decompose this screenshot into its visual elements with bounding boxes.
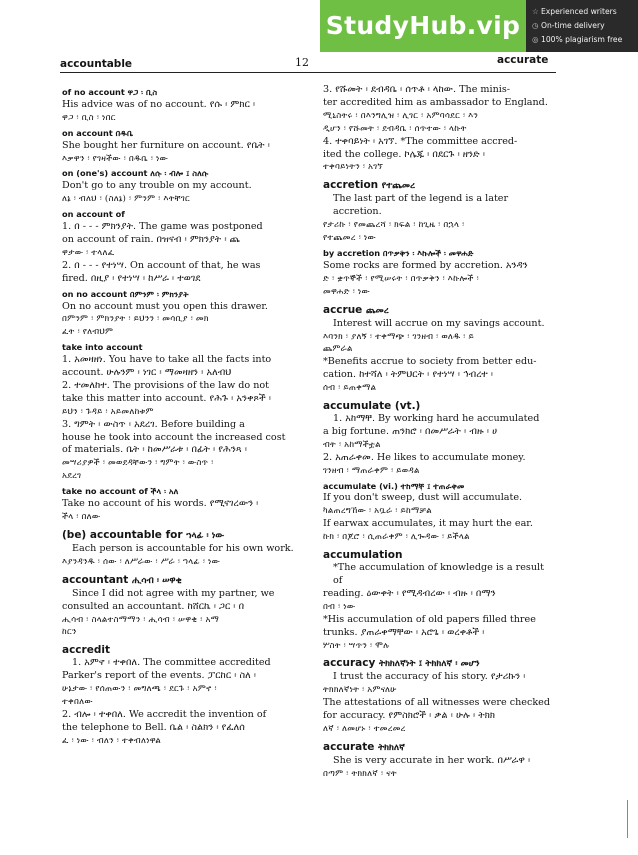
sub-entry: on account በዱቤ bbox=[62, 127, 134, 138]
headword-text: accurate bbox=[323, 740, 375, 753]
example-line: 1. አከማቸ. By working hard he accumulated bbox=[333, 413, 540, 425]
header-rule bbox=[60, 72, 556, 73]
headword-gloss: ሒሳብ ፡ ሠዋቂ bbox=[131, 575, 182, 586]
amharic-line: ዋጋ ፡ ቢስ ፡ ነበር bbox=[62, 112, 116, 123]
sub-entry: accumulate (vi.) ተከማቸ ፤ ተጠራቀመ bbox=[323, 480, 465, 491]
example-line: ter accredited him as ambassador to England. bbox=[323, 96, 548, 108]
amharic-line: ሚኒስትሩ ፡ በእንግሊዝ ፡ ሊገር ፡ አምባሳደር ፡ እን bbox=[323, 110, 479, 121]
feature-text: 100% plagiarism free bbox=[541, 35, 623, 44]
amharic-line: አደረገ bbox=[62, 471, 82, 482]
example-line: a big fortune. ጠንክሮ ፡ በመሥራት ፡ ብዙ ፡ ሀ bbox=[323, 425, 498, 437]
example-line: 4. ተቀባይነት ፡ አገኘ. *The committee accred- bbox=[323, 135, 518, 147]
headword-text: accredit bbox=[62, 644, 110, 657]
right-column bbox=[323, 84, 555, 781]
example-line: If earwax accumulates, it may hurt the ear. bbox=[323, 518, 533, 530]
amharic-line: ለኔ ፡ ብለህ ፡ (ስለኔ) ፡ ምንም ፡ እትቸገር bbox=[62, 194, 190, 205]
example-line: account. ሁሉንም ፡ ነገር ፡ ማመዛዘን ፡ አለብህ bbox=[62, 367, 232, 379]
headword-text: accumulation bbox=[323, 549, 403, 562]
header-guide-word-right: accurate bbox=[497, 54, 549, 66]
amharic-line: እያንዳንዱ ፡ ሰው ፡ ለሥራው ፡ ሥራ ፡ ኀላፊ ፡ ነው bbox=[62, 556, 221, 567]
example-line: Interest will accrue on my savings account. bbox=[333, 317, 545, 329]
headword-text: accuracy bbox=[323, 657, 376, 670]
star-icon: ☆ bbox=[532, 7, 539, 16]
amharic-line: ችላ ፡ በለው bbox=[62, 512, 101, 522]
amharic-line: ድ ፡ ቋጥኞች ፡ የሚሠሩት ፡ በጥቃቅን ፡ እኩሎች ፡ bbox=[323, 273, 479, 284]
entry-headword bbox=[323, 740, 555, 755]
example-line: *Benefits accrue to society from better edu- bbox=[323, 356, 537, 368]
example-line: His advice was of no account. የሱ ፡ ምክር ፡ bbox=[62, 98, 256, 110]
sub-entry: on account of bbox=[62, 209, 125, 220]
amharic-line: ሁኔታው ፡ የሰጠውን ፡ መግለጫ ፡ ደርጉ ፡ አምኖ ፡ bbox=[62, 684, 217, 695]
amharic-line: ሒሳብ ፡ ስላልተስማማን ፡ ሒሳብ ፡ ሠዋቂ ፡ አማ bbox=[62, 614, 220, 625]
brand-logo[interactable]: StudyHub.vip bbox=[320, 0, 526, 52]
example-line: trunks. ያጠራቀማቸው ፡ አሮጌ ፡ ወረቀቶች ፡ bbox=[323, 626, 485, 638]
sub-entry: by accretion በጥቃቅን ፡ እኩሎች ፡ መዋሐድ bbox=[323, 247, 474, 258]
headword-text: accrue bbox=[323, 303, 363, 316]
amharic-line: ጨምራል bbox=[323, 344, 353, 355]
example-line: Parker's report of the events. ፓርከር ፡ ስለ ፡ bbox=[62, 670, 257, 682]
example-line: the telephone to Bell. ቤል ፡ ስልክን ፡ የፈለሰ bbox=[62, 721, 245, 733]
amharic-line: ፈ ፡ ነው ፡ ብለን ፡ ተቀብለነዋል bbox=[62, 735, 161, 746]
amharic-line: ትክክለኛነት ፡ አምናለሁ bbox=[323, 685, 397, 696]
headword-gloss: ጨመረ bbox=[365, 305, 389, 316]
amharic-line: ተቀበለው bbox=[62, 697, 93, 708]
amharic-line: እባንክ ፡ ያለኝ ፡ ተቀማጭ ፡ ገንዘብ ፡ ወለዱ ፡ ይ bbox=[323, 331, 474, 342]
amharic-line: በጣም ፡ ትክክለኛ ፡ ናት bbox=[323, 768, 397, 779]
amharic-line: የተጨመረ ፡ ነው bbox=[323, 233, 376, 244]
example-line: She bought her furniture on account. የቤት ፡ bbox=[62, 139, 270, 151]
example-line: If you don't sweep, dust will accumulate. bbox=[323, 492, 523, 504]
example-line: *His accumulation of old papers filled three bbox=[323, 613, 536, 625]
example-line: *The accumulation of knowledge is a result of bbox=[333, 562, 544, 586]
amharic-line: መዋሐድ ፡ ነው bbox=[323, 286, 370, 297]
example-line: She is very accurate in her work. በሥራዋ ፡ bbox=[333, 754, 531, 766]
amharic-line: ተቀባይነትን ፡ አገኘ bbox=[323, 162, 384, 173]
example-line: 3. ግምት ፡ ውስጥ ፡ አደረገ. Before building a bbox=[62, 418, 245, 430]
amharic-line: ለኛ ፡ ለመሆኑ ፡ ተመረመረ bbox=[323, 724, 406, 735]
example-line: On no account must you open this drawer. bbox=[62, 300, 268, 312]
example-line: Take no account of his words. የሚናገረውን ፡ bbox=[62, 498, 259, 510]
entry-headword bbox=[62, 643, 302, 657]
shield-icon: ◎ bbox=[532, 35, 539, 44]
example-line: 2. ብሎ ፡ ተቀበለ. We accredit the invention of bbox=[62, 708, 267, 720]
amharic-line: ኩክ ፡ በጆሮ ፡ ሲጠራቀም ፡ ሊጐዳው ፡ ይችላል bbox=[323, 532, 470, 543]
amharic-line: ከርን bbox=[62, 627, 77, 638]
example-line: 1. በ - - - ምክንያት. The game was postponed bbox=[62, 221, 263, 233]
entry-headword bbox=[323, 178, 555, 193]
sub-entry: take into account bbox=[62, 342, 143, 353]
example-line: consulted an accountant. ከሸርኬ ፡ ጋር ፡ በ bbox=[62, 600, 245, 612]
amharic-line: የታሪኩ ፡ የመጨረሻ ፡ ክፍል ፡ ከጊዜ ፡ በኋላ ፡ bbox=[323, 220, 465, 231]
page-number: 12 bbox=[295, 56, 309, 69]
header-guide-word-left: accountable bbox=[60, 58, 133, 70]
amharic-line: ዲሆን ፡ የሹመት ፡ ደብዳቤ ፡ ሰጥተው ፡ ላኩት bbox=[323, 123, 467, 134]
headword-text: accretion bbox=[323, 179, 379, 192]
headword-gloss: ትክክለኛ bbox=[378, 742, 405, 753]
sub-entry: on (one's) account ለሱ ፡ ብሎ ፤ ስለሱ bbox=[62, 168, 209, 179]
amharic-line: ብት ፡ አከማችቷል bbox=[323, 439, 381, 450]
entry-headword bbox=[62, 528, 302, 543]
example-line: cation. ከተሻለ ፡ ትምህርት ፡ የተነሣ ፡ ኅብረተ ፡ bbox=[323, 369, 494, 381]
example-line: for accuracy. የምስክሮች ፡ ቃል ፡ ሁሉ ፡ ትክክ bbox=[323, 710, 496, 722]
feature-list bbox=[532, 5, 636, 47]
ad-banner[interactable] bbox=[320, 0, 638, 52]
example-line: Since I did not agree with my partner, we bbox=[72, 587, 275, 599]
sub-entry: on no account በምንም ፡ ምክንያት bbox=[62, 288, 189, 299]
headword-gloss: የተጨመረ bbox=[381, 181, 416, 192]
headword-gloss: ኀላፊ ፡ ነው bbox=[186, 530, 224, 541]
example-line: The attestations of all witnesses were checked bbox=[323, 697, 550, 709]
example-line: 2. አጠራቀመ. He likes to accumulate money. bbox=[323, 451, 526, 463]
amharic-line: ዋታው ፡ ተላለፈ bbox=[62, 247, 115, 258]
feature-text: Experienced writers bbox=[541, 7, 617, 16]
example-line: on account of rain. በዝናብ ፡ ምክንያት ፡ ጨ bbox=[62, 233, 240, 245]
example-line: 3. የሹመት ፡ ደብዳቤ ፡ ሰጥቶ ፡ ላከው. The minis- bbox=[323, 84, 510, 95]
amharic-line: ሰብ ፡ ይጠቀማል bbox=[323, 383, 377, 394]
margin-marks bbox=[624, 800, 634, 840]
clock-icon: ◷ bbox=[532, 21, 539, 30]
amharic-line: እቃዋን ፡ የገዛችው ፡ በዱቤ ፡ ነው bbox=[62, 153, 169, 164]
amharic-line: መሣሪያዎች ፡ መወደዳቸውን ፡ ግምት ፡ ውስጥ ፡ bbox=[62, 458, 214, 469]
feature-item bbox=[532, 5, 636, 19]
example-line: Each person is accountable for his own work. bbox=[72, 542, 294, 554]
feature-item bbox=[532, 33, 636, 47]
example-line: I trust the accuracy of his story. የታሪኩን ፡ bbox=[333, 671, 526, 683]
headword-text: (be) accountable for bbox=[62, 528, 183, 541]
sub-entry: of no account ዋጋ ፡ ቢስ bbox=[62, 87, 158, 97]
amharic-line: ይህን ፡ ጉዳይ ፡ አይመለከቱም bbox=[62, 406, 154, 417]
entry-headword bbox=[323, 303, 555, 318]
example-line: Some rocks are formed by accretion. አንዳን bbox=[323, 259, 528, 271]
entry-headword bbox=[62, 573, 302, 588]
entry-headword bbox=[323, 548, 555, 562]
amharic-line: ገንዘብ ፡ ማጠራቀም ፡ ይወዳል bbox=[323, 465, 420, 476]
example-line: 1. አመዛዘነ. You have to take all the facts into bbox=[62, 354, 272, 366]
headword-text: accountant bbox=[62, 573, 129, 586]
example-line: The last part of the legend is a later accretion. bbox=[333, 193, 509, 218]
entry-headword bbox=[323, 656, 555, 671]
amharic-line: ሦስት ፡ ሣጥን ፡ ሞሉ bbox=[323, 640, 390, 651]
example-line: house he took into account the increased cost bbox=[62, 431, 286, 443]
example-line: of materials. ቤት ፡ ከመሥራቱ ፡ በፊት ፡ የሕንጻ ፡ bbox=[62, 444, 247, 456]
example-line: reading. ዕውቀት ፡ የሚዳብረው ፡ ብዙ ፡ በማን bbox=[323, 587, 496, 599]
left-column bbox=[62, 84, 302, 748]
entry-headword bbox=[323, 399, 555, 413]
example-line: ited the college. ኮሌጁ ፡ በደርጉ ፡ ዘንድ ፡ bbox=[323, 148, 486, 160]
example-line: 2. በ - - - የተነሣ. On account of that, he was bbox=[62, 259, 261, 271]
headword-gloss: ትክክለኛነት ፤ ትክክለኛ ፡ መሆን bbox=[379, 659, 480, 670]
amharic-line: ፈት ፡ የለብህም bbox=[62, 327, 114, 338]
example-line: Don't go to any trouble on my account. bbox=[62, 180, 252, 192]
headword-text: accumulate (vt.) bbox=[323, 400, 421, 413]
feature-text: On-time delivery bbox=[541, 21, 605, 30]
amharic-line: በምንም ፡ ምክንያት ፡ ይህንን ፡ መሳቢያ ፡ መክ bbox=[62, 314, 209, 325]
sub-entry: take no account of ችላ ፡ አለ bbox=[62, 486, 179, 497]
example-line: 2. ተመለከተ. The provisions of the law do not bbox=[62, 379, 270, 391]
amharic-line: ካልጠረግኸው ፡ አቧራ ፡ ይከማቻል bbox=[323, 506, 432, 517]
example-line: fired. በዚያ ፡ የተነሣ ፡ ከሥራ ፡ ተወገደ bbox=[62, 272, 201, 284]
example-line: take this matter into account. የሕጉ ፡ አንቀጾች ፡ bbox=[62, 392, 272, 404]
example-line: 1. አምኖ ፡ ተቀበለ. The committee accredited bbox=[72, 657, 271, 669]
amharic-line: በብ ፡ ነው bbox=[323, 601, 356, 612]
feature-item bbox=[532, 19, 636, 33]
